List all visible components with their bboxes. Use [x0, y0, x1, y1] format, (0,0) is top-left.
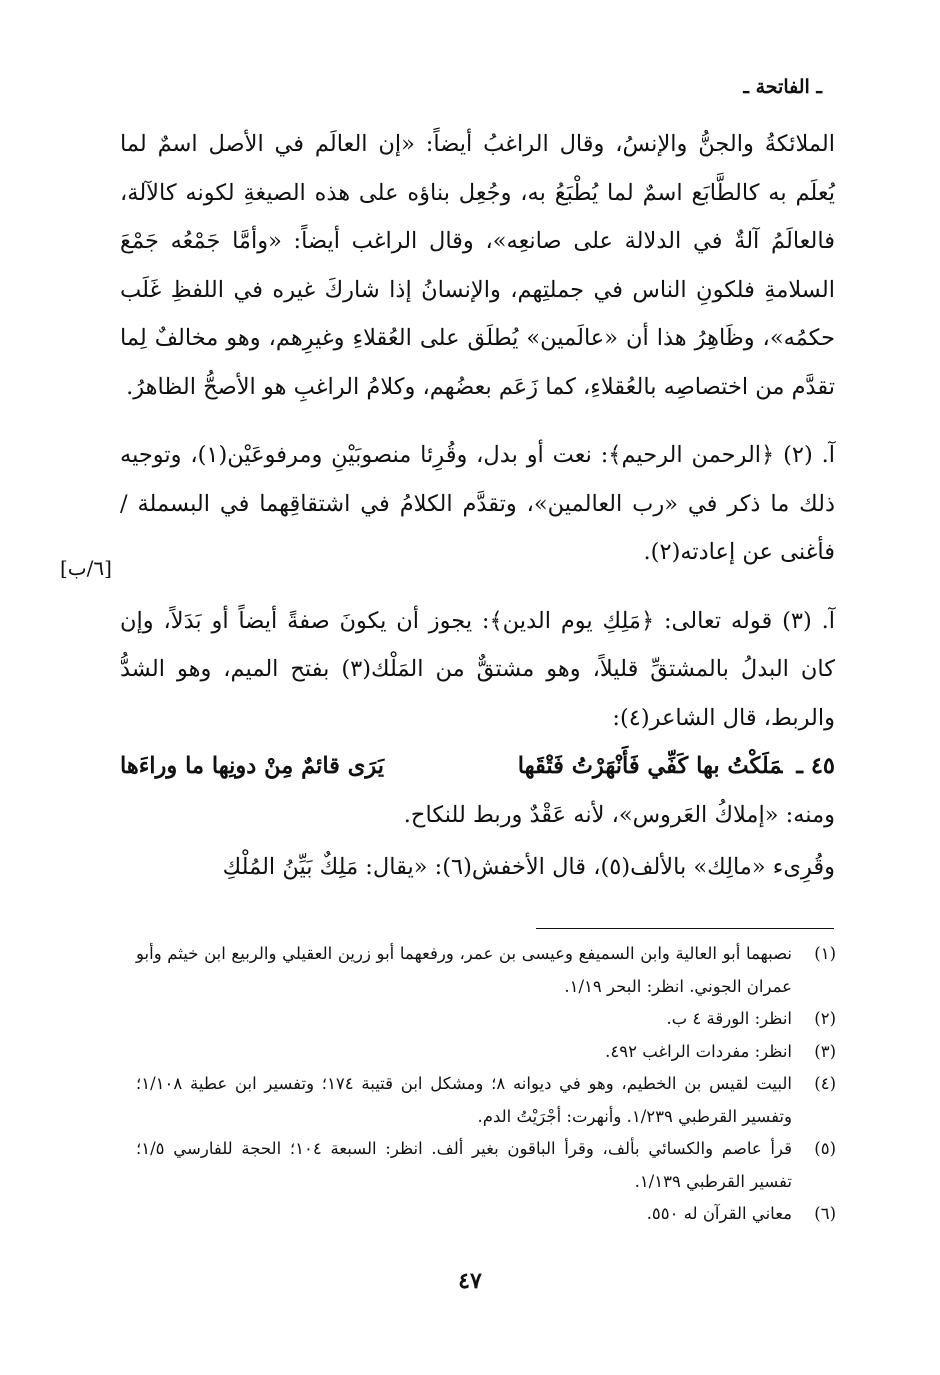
footnote-item	[136, 1198, 836, 1231]
footnote-number: (٤)	[814, 1074, 836, 1093]
verse-first-half: ٤٥ ـمَلَكْتُ بها كَفِّي فَأَنْهَرْتُ فَتْقَها	[517, 753, 835, 779]
manuscript-folio-marker: [٦/ب]	[60, 556, 112, 580]
footnote-item	[136, 1133, 836, 1198]
poetry-verse	[120, 742, 835, 791]
footnote-text: قرأ عاصم والكسائي بألف، وقرأ الباقون بغير ألف. انظر: السبعة ١٠٤؛ الحجة للفارسي ١/٥؛ تفسير القرطبي ١/١٣٩.	[136, 1139, 792, 1191]
footnote-number: (٢)	[814, 1009, 836, 1028]
footnote-item	[136, 938, 836, 1003]
footnote-number: (٥)	[814, 1139, 836, 1158]
paragraph-verse-3: آ. (٣) قوله تعالى: ﴿مَلِكِ يوم الدين﴾: يجوز أن يكونَ صفةً أيضاً أو بَدَلاً، وإن كان البدلُ بالمشتقِّ قليلاً، وهو مشتقٌّ من المَلْك(٣) بفتح الميم، وهو الشدُّ والربط، قال الشاعر(٤):	[120, 607, 835, 731]
footnote-text: انظر: مفردات الراغب ٤٩٢.	[605, 1041, 792, 1061]
footnote-text: البيت لقيس بن الخطيم، وهو في ديوانه ٨؛ ومشكل ابن قتيبة ١٧٤؛ وتفسير ابن عطية ١/١٠٨؛ وتفسير القرطبي ١/٢٣٩. وأنهرت: أجْرَيْتُ الدم.	[136, 1074, 792, 1126]
footnote-item	[136, 1036, 836, 1069]
running-header: ـ الفاتحة ـ	[743, 76, 822, 98]
paragraph-verse-2: آ. (٢) ﴿الرحمن الرحيم﴾: نعت أو بدل، وقُرِئا منصوبَيْنِ ومرفوعَيْن(١)، وتوجيه ذلك ما ذكر في «رب العالمين»، وتقدَّم الكلامُ في اشتقاقِهما في البسملة / فأغنى عن إعادته(٢).	[120, 442, 835, 565]
footnote-item	[136, 1068, 836, 1133]
main-text	[120, 120, 835, 892]
paragraph-raghib: الملائكةُ والجنُّ والإنسُ، وقال الراغبُ أيضاً: «إن العالَم في الأصل اسمٌ لما يُعلَم به كالطَّابَع اسمٌ لما يُطْبَعُ به، وجُعِل بناؤه على هذه الصيغةِ لكونه كالآلة، فالعالَمُ آلةٌ في الدلالة على صانعِه»، وقال الراغب أيضاً: «وأمَّا جَمْعُه جَمْعَ السلامةِ فلكونِ الناس في جملتِهم، والإنسانُ إذا شاركَ غيره في اللفظِ غَلَب حكمُه»، وظَاهِرُ هذا أن «عالَمين» يُطلَق على العُقلاءِ وغيرِهم، وهو مخالفٌ لِما تقدَّم من اختصاصِه بالعُقلاءِ، كما زَعَم بعضُهم، وكلامُ الراغبِ هو الأصحُّ الظاهرُ.	[120, 131, 835, 400]
footnote-item	[136, 1003, 836, 1036]
footnote-number: (١)	[814, 944, 836, 963]
footnote-text: معاني القرآن له ٥٥٠.	[646, 1204, 792, 1223]
footnote-text: نصبهما أبو العالية وابن السميفع وعيسى بن عمر، ورفعهما أبو زرين العقيلي والربيع ابن خيثم وأبو عمران الجوني. انظر: البحر ١/١٩.	[136, 944, 792, 996]
footnote-text: انظر: الورقة ٤ ب.	[666, 1009, 792, 1028]
paragraph-after-verse: ومنه: «إملاكُ العَروس»، لأنه عَقْدٌ وربط للنكاح.	[403, 801, 835, 828]
page-number: ٤٧	[458, 1268, 482, 1294]
footnote-number: (٣)	[814, 1041, 836, 1061]
footnotes	[136, 938, 836, 1231]
footnote-separator	[536, 928, 834, 929]
verse-number: ٤٥ ـ	[796, 753, 835, 779]
verse-second-half: يَرَى قائمٌ مِنْ دونِها ما وراءَها	[120, 753, 385, 779]
paragraph-last-line: وقُرِىء «مالِك» بالألف(٥)، قال الأخفش(٦): «يقال: مَلِكٌ بَيِّنُ المُلْكِ	[222, 854, 835, 880]
footnote-number: (٦)	[814, 1204, 836, 1223]
